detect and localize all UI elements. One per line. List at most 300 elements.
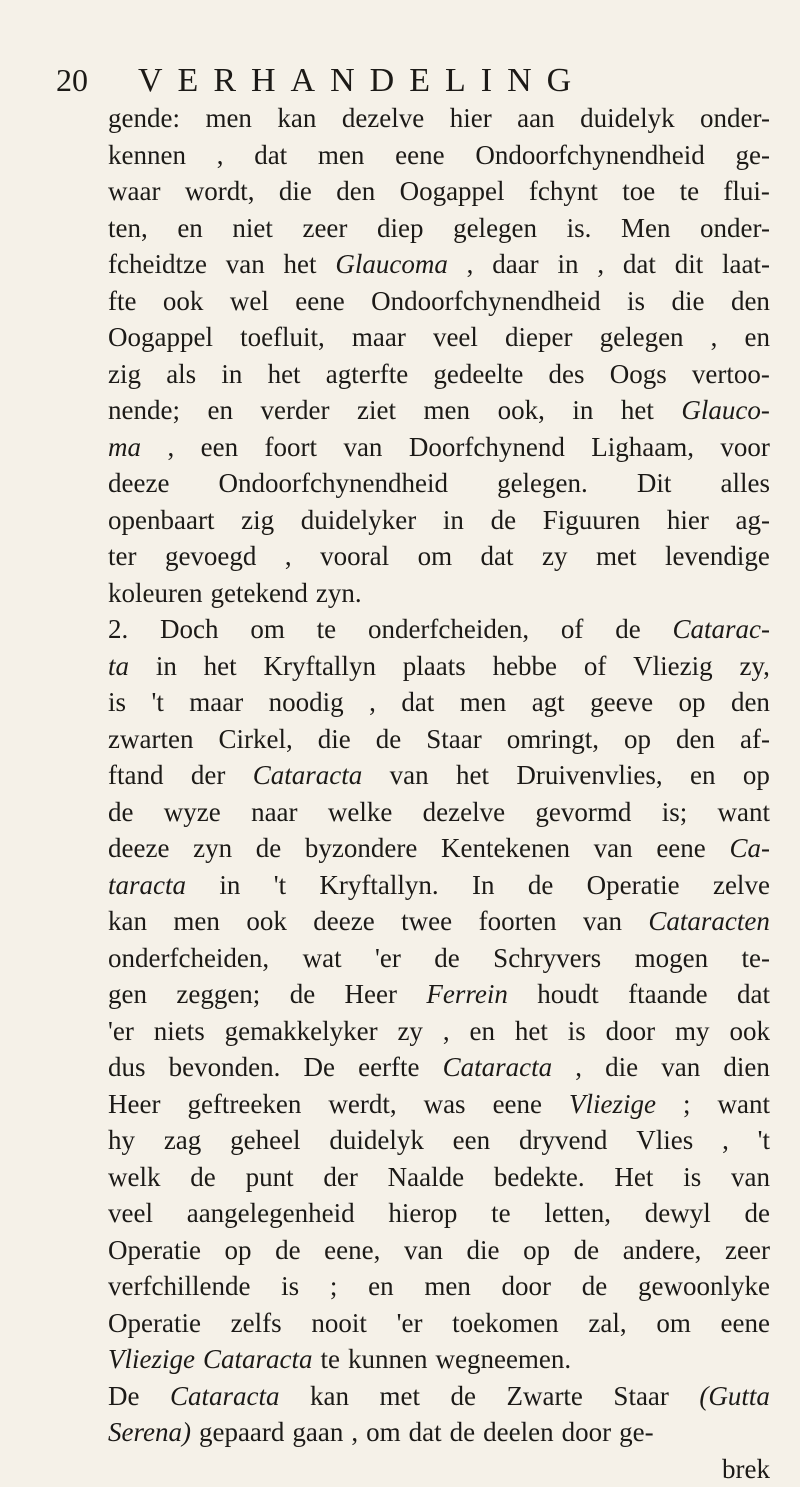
word: kan [277, 100, 316, 137]
catchword: brek [722, 1451, 770, 1487]
text-line [108, 721, 770, 758]
word: wegneemen. [435, 1341, 571, 1378]
word: , [467, 246, 474, 283]
word: kan [108, 903, 147, 940]
word: gaan [292, 1414, 343, 1451]
word: openbaart [108, 502, 214, 539]
word: op [624, 721, 651, 758]
word: met [596, 538, 637, 575]
word: van [731, 1159, 770, 1196]
word: men [173, 903, 220, 940]
word: duidelyker [301, 502, 416, 539]
word: verfchillende [108, 1268, 250, 1305]
word: onderfcheiden, [368, 611, 529, 648]
text-line [108, 1195, 770, 1232]
word: en [744, 319, 769, 356]
text-line [108, 1305, 770, 1342]
text-line [108, 1341, 770, 1378]
word: geheel [230, 1122, 300, 1159]
word: in [219, 867, 240, 904]
word: Vliezig [633, 648, 712, 685]
word: Naalde [388, 1159, 464, 1196]
word: op [679, 684, 706, 721]
word: gevoegd [165, 538, 256, 575]
word: laat- [722, 246, 770, 283]
word: ge- [736, 137, 770, 174]
word: Heer [345, 976, 397, 1013]
word: Oogappel [400, 173, 505, 210]
word: van [343, 429, 382, 466]
word: en [368, 1268, 393, 1305]
word: Men [621, 210, 671, 247]
word: zeer [302, 210, 347, 247]
word: , [369, 684, 376, 721]
text-line [108, 392, 770, 429]
word: van [661, 1049, 700, 1086]
word: eene [656, 830, 705, 867]
word: zig [108, 356, 141, 393]
word: maar [189, 684, 243, 721]
word: , [217, 137, 224, 174]
text-line [108, 830, 770, 867]
word: Staar [426, 721, 481, 758]
text-line [108, 1232, 770, 1269]
word: onderfcheiden, [108, 940, 269, 977]
word: Dit [637, 465, 672, 502]
word: punt [246, 1159, 294, 1196]
word: hier [667, 502, 709, 539]
word: van [594, 830, 633, 867]
word: andere, [623, 1232, 702, 1269]
word: ook [246, 903, 287, 940]
word: welke [328, 794, 392, 831]
word: die [318, 721, 351, 758]
word: houdt [537, 976, 599, 1013]
word: des [549, 356, 585, 393]
word: Kryftallyn [263, 648, 375, 685]
word: agt [532, 684, 565, 721]
word: Staar [613, 1378, 668, 1415]
word: ; [330, 1268, 338, 1305]
word: de [434, 940, 459, 977]
word: is [683, 1159, 701, 1196]
word: ta [108, 648, 129, 685]
word: agterfte [326, 356, 408, 393]
word: vertoo- [692, 356, 770, 393]
word: in [221, 356, 242, 393]
word: den [731, 283, 770, 320]
word: dat [623, 246, 656, 283]
word: gepaard [199, 1414, 284, 1451]
word: Vliezige [569, 1086, 656, 1123]
text-line [108, 1086, 770, 1123]
word: te [317, 611, 337, 648]
word: den [676, 721, 715, 758]
word: dat [481, 538, 514, 575]
word: Ondoorfchynendheid [475, 137, 704, 174]
word: Cataracta [443, 1049, 553, 1086]
word: welk [108, 1159, 160, 1196]
word: eene [721, 1305, 770, 1342]
word: , [711, 319, 718, 356]
word: te [491, 1195, 511, 1232]
text-line [108, 429, 770, 466]
word: is [108, 684, 126, 721]
word: dat [401, 684, 434, 721]
body-text [108, 100, 770, 1487]
word: fcheidtze [108, 246, 207, 283]
word: de [528, 867, 553, 904]
word: van [583, 903, 622, 940]
word: gen [108, 976, 147, 1013]
word: Doch [160, 611, 218, 648]
word: onder- [700, 100, 770, 137]
word: Catarac- [672, 611, 770, 648]
text-line [108, 319, 770, 356]
word: gende: [108, 100, 180, 137]
word: eene [493, 1086, 542, 1123]
word: gelegen [453, 210, 537, 247]
word: gevormd [535, 794, 631, 831]
word: van [404, 1232, 443, 1269]
word: dat [737, 976, 770, 1013]
word: kan [310, 1378, 349, 1415]
text-line [108, 1159, 770, 1196]
word: eerfte [358, 1049, 419, 1086]
word: de [450, 1378, 475, 1415]
word: kunnen [348, 1341, 427, 1378]
word: , [597, 246, 604, 283]
word: ziet [357, 392, 396, 429]
word: toekomen [452, 1305, 558, 1342]
word: men [424, 392, 471, 429]
word: hebbe [493, 648, 557, 685]
word: zelve [713, 867, 770, 904]
text-line [108, 210, 770, 247]
word: en [208, 392, 233, 429]
word: 't [758, 1122, 770, 1159]
word: Het [614, 1159, 653, 1196]
word: de [582, 1268, 607, 1305]
word: Zwarte [506, 1378, 582, 1415]
text-line [108, 1378, 770, 1415]
word: zeer [725, 1232, 770, 1269]
word: zeggen; [176, 976, 260, 1013]
word: van [226, 246, 265, 283]
word: dien [723, 1049, 770, 1086]
word: dezelve [342, 100, 424, 137]
word: als [166, 356, 196, 393]
word: Glauco- [681, 392, 769, 429]
word: de [574, 1232, 599, 1269]
word: De [303, 1049, 334, 1086]
word: door [502, 1268, 552, 1305]
text-line [108, 1268, 770, 1305]
word: is [281, 1268, 299, 1305]
word: Heer [108, 1086, 160, 1123]
word: Oogs [610, 356, 667, 393]
word: Figuuren [543, 502, 641, 539]
word: men [205, 100, 252, 137]
word: of [584, 648, 607, 685]
word: en [469, 1013, 494, 1050]
text-line [108, 356, 770, 393]
word: op [743, 757, 770, 794]
word: men [424, 1268, 471, 1305]
word: der [323, 1159, 357, 1196]
word: Ondoorfchynendheid [371, 283, 600, 320]
word: (Gutta [699, 1378, 770, 1415]
word: der [191, 757, 225, 794]
word: bedekte. [494, 1159, 585, 1196]
word: in [558, 246, 579, 283]
word: 2. [108, 611, 128, 648]
word: die [605, 1049, 638, 1086]
text-line [108, 575, 770, 612]
word: gedeelte [433, 356, 523, 393]
word: ftand [108, 757, 163, 794]
word: door [562, 1414, 612, 1451]
word: fchynt [529, 173, 598, 210]
word: 'er [108, 1013, 134, 1050]
text-line [108, 502, 770, 539]
word: een [453, 1122, 490, 1159]
word: aangelegenheid [187, 1195, 355, 1232]
word: zig [241, 502, 274, 539]
text-line [108, 137, 770, 174]
word: mogen [635, 940, 709, 977]
text-line [108, 684, 770, 721]
word: ten, [108, 210, 148, 247]
word: 'er [397, 1305, 423, 1342]
word: de [108, 794, 133, 831]
text-line [108, 100, 770, 137]
word: om [656, 1305, 691, 1342]
word: men [460, 684, 507, 721]
word: nooit [311, 1305, 367, 1342]
word: duidelyk [580, 100, 675, 137]
text-line [108, 173, 770, 210]
word: toefluit, [240, 319, 325, 356]
word: de [745, 1195, 770, 1232]
word: zelfs [231, 1305, 282, 1342]
word: de [190, 1159, 215, 1196]
word: Glaucoma [335, 246, 447, 283]
word: want [717, 1086, 769, 1123]
word: levendige [665, 538, 770, 575]
word: den [336, 173, 375, 210]
text-line [108, 465, 770, 502]
word: zyn. [316, 575, 362, 612]
text-line [108, 757, 770, 794]
word: zwarten [108, 721, 193, 758]
word: In [472, 867, 495, 904]
word: om [418, 538, 453, 575]
word: wyze [164, 794, 221, 831]
word: want [718, 794, 770, 831]
word: vooral [320, 538, 389, 575]
word: Cirkel, [218, 721, 292, 758]
word: was [424, 1086, 466, 1123]
word: men [318, 137, 365, 174]
word: nende; [108, 392, 180, 429]
word: eene [295, 283, 344, 320]
word: maar [352, 319, 406, 356]
word: Vlies [636, 1122, 693, 1159]
text-line [108, 246, 770, 283]
word: in [156, 648, 177, 685]
word: foorten [479, 903, 557, 940]
word: door [606, 1013, 656, 1050]
word: Ca- [729, 830, 770, 867]
text-line [108, 1013, 770, 1050]
catchword-line [108, 1451, 770, 1487]
word: deeze [108, 465, 169, 502]
word: het [515, 1013, 548, 1050]
word: Cataracten [648, 903, 770, 940]
text-line [108, 976, 770, 1013]
word: , [351, 1414, 358, 1451]
word: of [561, 611, 584, 648]
word: is [627, 283, 645, 320]
word: Oogappel [108, 319, 213, 356]
word: en [177, 210, 202, 247]
word: alles [720, 465, 769, 502]
word: het [284, 246, 317, 283]
word: wordt, [185, 173, 255, 210]
word: zy [542, 538, 567, 575]
word: diep [377, 210, 424, 247]
word: Operatie [108, 1305, 201, 1342]
word: letten, [544, 1195, 611, 1232]
word: de [275, 1232, 300, 1269]
word: het [204, 648, 237, 685]
word: is [568, 1013, 586, 1050]
word: niets [154, 1013, 205, 1050]
word: hierop [388, 1195, 457, 1232]
word: met [379, 1378, 420, 1415]
word: deelen [483, 1414, 553, 1451]
word: omringt, [507, 721, 599, 758]
word: onder- [700, 210, 770, 247]
word: dat [254, 137, 287, 174]
word: te [321, 1341, 341, 1378]
word: Vliezige [108, 1341, 195, 1378]
word: Cataracta [253, 757, 363, 794]
word: om [250, 611, 285, 648]
word: Druivenvlies, [516, 757, 662, 794]
word: noodig [269, 684, 344, 721]
word: flui- [723, 173, 770, 210]
text-line [108, 1122, 770, 1159]
page-number: 20 [56, 62, 88, 99]
text-line [108, 940, 770, 977]
word: zal, [588, 1305, 626, 1342]
word: Ferrein [426, 976, 507, 1013]
word: fte [108, 283, 136, 320]
word: De [108, 1378, 139, 1415]
word: in [443, 502, 464, 539]
text-line [108, 794, 770, 831]
word: eene [395, 137, 444, 174]
word: ge- [619, 1414, 653, 1451]
word: Cataracta [203, 1341, 313, 1378]
word: ter [108, 538, 136, 575]
word: eene, [324, 1232, 380, 1269]
word: ma [108, 429, 141, 466]
word: daar [492, 246, 538, 283]
word: zyn [193, 830, 232, 867]
word: te- [742, 940, 770, 977]
word: plaats [403, 648, 466, 685]
word: dezelve [423, 794, 505, 831]
word: Kryftallyn. [319, 867, 438, 904]
word: hy [108, 1122, 135, 1159]
word: de [376, 721, 401, 758]
word: Operatie [108, 1232, 201, 1269]
word: dat [409, 1414, 442, 1451]
word: ook, [498, 392, 545, 429]
word: op [523, 1232, 550, 1269]
text-line [108, 903, 770, 940]
word: den [731, 684, 770, 721]
word: het [268, 356, 301, 393]
word: byzondere [305, 830, 417, 867]
word: dus [108, 1049, 146, 1086]
word: , [722, 1122, 729, 1159]
word: ook [729, 1013, 770, 1050]
word: werdt, [328, 1086, 396, 1123]
word: ag- [736, 502, 770, 539]
word: Kentekenen [441, 830, 570, 867]
word: koleuren [108, 575, 202, 612]
word: de [450, 1414, 475, 1451]
word: Serena) [108, 1414, 191, 1451]
word: dewyl [645, 1195, 711, 1232]
word: en [690, 757, 715, 794]
word: is. [567, 210, 592, 247]
word: geeve [590, 684, 653, 721]
word: die [279, 173, 312, 210]
word: 't [151, 684, 163, 721]
word: , [575, 1049, 582, 1086]
word: dieper [505, 319, 572, 356]
word: gelegen. [497, 465, 588, 502]
word: 't [274, 867, 286, 904]
text-line [108, 1049, 770, 1086]
word: my [675, 1013, 710, 1050]
word: die [672, 283, 705, 320]
word: dryvend [519, 1122, 607, 1159]
word: hier [450, 100, 492, 137]
text-line [108, 867, 770, 904]
word: het [621, 392, 654, 429]
word: , [167, 429, 174, 466]
text-line [108, 648, 770, 685]
text-line [108, 611, 770, 648]
word: van [390, 757, 429, 794]
word: Doorfchynend [409, 429, 565, 466]
word: deeze [108, 830, 169, 867]
word: gelegen [600, 319, 684, 356]
word: aan [517, 100, 554, 137]
word: wel [230, 283, 269, 320]
word: Cataracta [170, 1378, 280, 1415]
word: om [366, 1414, 401, 1451]
running-title: VERHANDELING [138, 62, 586, 100]
word: Lighaam, [591, 429, 694, 466]
word: in [572, 392, 593, 429]
